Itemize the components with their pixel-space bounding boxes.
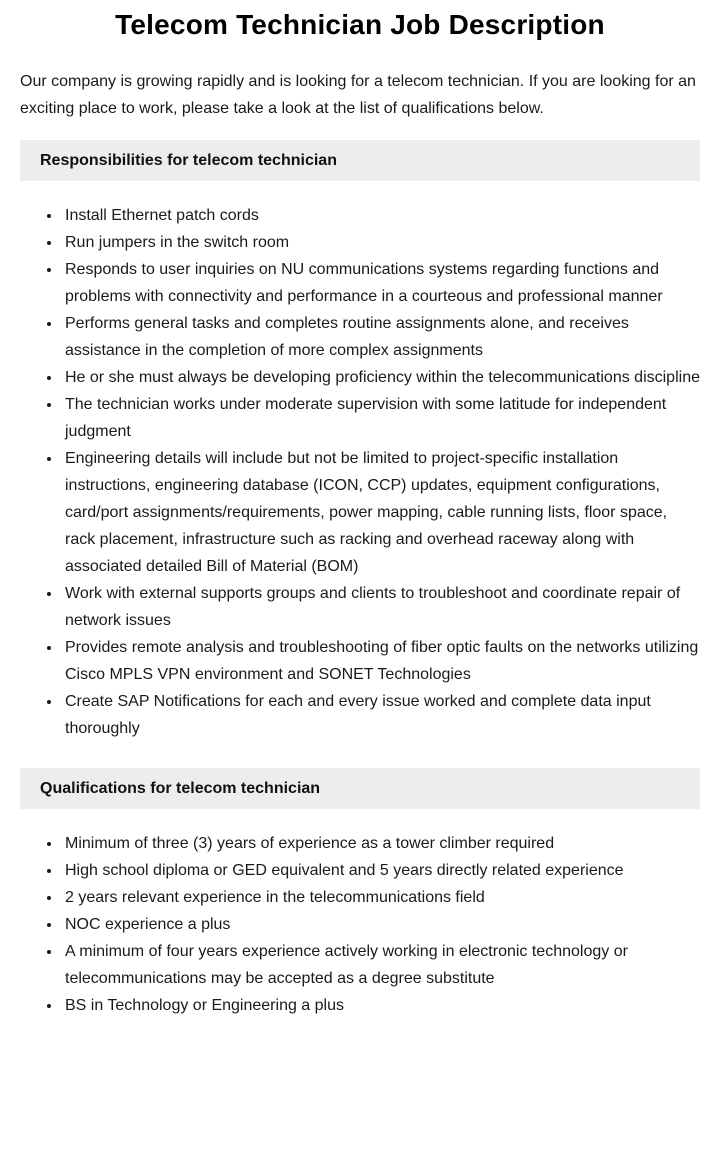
section-qualifications <box>20 768 700 1019</box>
list-item: • The technician works under moderate supervision with some latitude for independent judgment <box>62 391 700 445</box>
list-item: • Provides remote analysis and troubleshooting of fiber optic faults on the networks utilizing Cisco MPLS VPN environment and SONET Technologies <box>62 634 700 688</box>
list-item: • Install Ethernet patch cords <box>62 202 700 229</box>
list-item: • He or she must always be developing proficiency within the telecommunications discipline <box>62 364 700 391</box>
list-item: • Engineering details will include but not be limited to project-specific installation instructions, engineering database (ICON, CCP) updates, equipment configurations, card/port assignments/requirements, power mapping, cable running lists, floor space, rack placement, infrastructure such as racking and overhead raceway along with associated detailed Bill of Material (BOM) <box>62 445 700 580</box>
list-item: • Responds to user inquiries on NU communications systems regarding functions and problems with connectivity and performance in a courteous and professional manner <box>62 256 700 310</box>
list-item: • High school diploma or GED equivalent and 5 years directly related experience <box>62 857 700 884</box>
list-item: • Performs general tasks and completes routine assignments alone, and receives assistance in the completion of more complex assignments <box>62 310 700 364</box>
list-item: • 2 years relevant experience in the telecommunications field <box>62 884 700 911</box>
qualifications-list <box>20 830 700 1019</box>
list-item: • A minimum of four years experience actively working in electronic technology or telecommunications may be accepted as a degree substitute <box>62 938 700 992</box>
list-item: • NOC experience a plus <box>62 911 700 938</box>
list-item: • Create SAP Notifications for each and every issue worked and complete data input thoroughly <box>62 688 700 742</box>
intro-paragraph: Our company is growing rapidly and is looking for a telecom technician. If you are looking for an exciting place to work, please take a look at the list of qualifications below. <box>20 73 696 117</box>
page-title: Telecom Technician Job Description <box>115 9 605 40</box>
responsibilities-list <box>20 202 700 742</box>
responsibilities-section-heading: Responsibilities for telecom technician <box>20 140 700 181</box>
qualifications-section-heading: Qualifications for telecom technician <box>20 768 700 809</box>
list-item: • BS in Technology or Engineering a plus <box>62 992 700 1019</box>
list-item: • Run jumpers in the switch room <box>62 229 700 256</box>
list-item: • Minimum of three (3) years of experience as a tower climber required <box>62 830 700 857</box>
section-responsibilities <box>20 140 700 742</box>
list-item: • Work with external supports groups and clients to troubleshoot and coordinate repair of network issues <box>62 580 700 634</box>
